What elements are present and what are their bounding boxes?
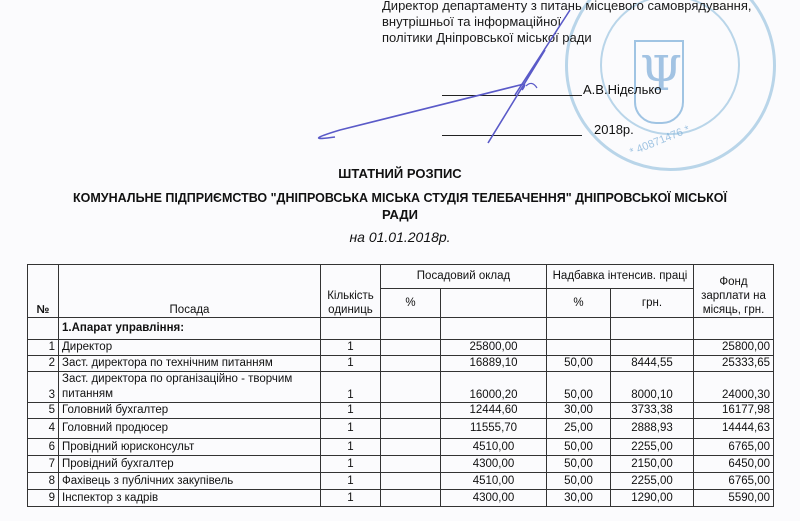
row-bonus-pct: 30,00 [547,490,611,507]
row-bonus-uah: 2255,00 [611,439,694,456]
stamp-code: * 40871476 * [628,123,692,159]
row-count: 1 [321,439,381,456]
header-bonus-uah: грн. [611,289,694,318]
table-row [28,356,774,372]
signature-line [442,95,582,96]
row-fund: 6765,00 [694,439,774,456]
table-row [28,403,774,419]
header-bonus-pct: % [547,289,611,318]
row-salary: 4510,00 [441,439,547,456]
row-salary: 12444,60 [441,403,547,419]
header-bonus-group: Надбавка інтенсив. праці [547,265,694,289]
row-salary-pct [381,490,441,507]
approval-line-1: Директор департаменту з питань місцевого самоврядування, [382,0,752,13]
table-row [28,490,774,507]
row-salary: 4510,00 [441,473,547,490]
row-salary: 4300,00 [441,490,547,507]
row-salary: 4300,00 [441,456,547,473]
header-position: Посада [59,265,321,318]
row-number: 7 [28,456,59,473]
row-count: 1 [321,456,381,473]
date-line [442,135,582,136]
row-salary: 16000,20 [441,372,547,403]
table-row [28,439,774,456]
row-bonus-uah: 2150,00 [611,456,694,473]
header-fund-line-3: місяць, грн. [702,304,765,316]
header-fund-line-1: Фонд [719,276,748,288]
row-salary: 25800,00 [441,340,547,356]
row-salary-pct [381,340,441,356]
row-fund: 24000,30 [694,372,774,403]
row-fund: 25333,65 [694,356,774,372]
row-number: 2 [28,356,59,372]
approval-line-2: внутрішньої та інформаційної [382,14,562,29]
row-number: 3 [28,372,59,403]
row-number: 6 [28,439,59,456]
coat-of-arms-icon: Ψ [634,40,684,124]
header-count [321,265,381,318]
row-salary-pct [381,372,441,403]
signatory-name: А.В.Нідєлько [583,82,662,97]
row-bonus-uah: 3733,38 [611,403,694,419]
row-count: 1 [321,419,381,439]
row-position-line-1: Заст. директора по організаційно - творчим [62,373,293,385]
approval-line-3: політики Дніпровської міської ради [382,30,592,45]
table-row [28,340,774,356]
row-number: 1 [28,340,59,356]
empty-cell [694,318,774,340]
row-bonus-pct: 50,00 [547,372,611,403]
row-position: Заст. директора по технічним питанням [59,356,321,372]
row-bonus-pct: 30,00 [547,403,611,419]
row-fund: 16177,98 [694,403,774,419]
row-bonus-pct: 50,00 [547,439,611,456]
header-number: № [28,265,59,318]
row-bonus-uah: 8444,55 [611,356,694,372]
row-position: Головний продюсер [59,419,321,439]
section-no [28,318,59,340]
row-bonus-uah: 2888,93 [611,419,694,439]
empty-cell [611,318,694,340]
row-fund: 14444,63 [694,419,774,439]
row-position: Фахівець з публічних закупівель [59,473,321,490]
header-salary-amount [441,289,547,318]
header-fund-line-2: зарплати на [701,290,766,302]
row-count: 1 [321,356,381,372]
header-salary-pct: % [381,289,441,318]
row-count: 1 [321,340,381,356]
empty-cell [547,318,611,340]
row-salary-pct [381,439,441,456]
row-position-line-2: питанням [62,388,114,400]
approval-year: 2018р. [594,122,634,137]
row-fund: 6765,00 [694,473,774,490]
empty-cell [441,318,547,340]
row-count: 1 [321,473,381,490]
document-date: на 01.01.2018р. [349,229,451,245]
row-bonus-pct [547,340,611,356]
row-bonus-uah: 8000,10 [611,372,694,403]
row-bonus-pct: 50,00 [547,456,611,473]
row-fund: 6450,00 [694,456,774,473]
row-salary-pct [381,419,441,439]
row-salary: 16889,10 [441,356,547,372]
row-number: 9 [28,490,59,507]
staffing-table [27,264,774,507]
row-number: 5 [28,403,59,419]
empty-cell [381,318,441,340]
row-count: 1 [321,490,381,507]
header-count-line-2: одиниць [328,304,373,316]
document-title: ШТАТНИЙ РОЗПИС [338,166,462,181]
row-bonus-uah: 1290,00 [611,490,694,507]
row-fund: 25800,00 [694,340,774,356]
row-number: 4 [28,419,59,439]
table-row [28,473,774,490]
row-salary: 11555,70 [441,419,547,439]
table-row [28,456,774,473]
header-fund [694,265,774,318]
empty-cell [321,318,381,340]
row-salary-pct [381,403,441,419]
row-number: 8 [28,473,59,490]
header-salary-group: Посадовий оклад [381,265,547,289]
row-bonus-pct: 25,00 [547,419,611,439]
row-salary-pct [381,456,441,473]
row-count: 1 [321,403,381,419]
organization-name-line-1: КОМУНАЛЬНЕ ПІДПРИЄМСТВО "ДНІПРОВСЬКА МІСЬКА СТУДІЯ ТЕЛЕБАЧЕННЯ" ДНІПРОВСЬКОЇ МІСЬКОЇ [73,191,727,205]
row-bonus-pct: 50,00 [547,356,611,372]
row-position [59,372,321,403]
row-count: 1 [321,372,381,403]
row-position: Провідний юрисконсульт [59,439,321,456]
row-salary-pct [381,356,441,372]
row-fund: 5590,00 [694,490,774,507]
section-title: 1.Апарат управління: [59,318,321,340]
header-count-line-1: Кількість [327,290,374,302]
row-salary-pct [381,473,441,490]
row-bonus-uah [611,340,694,356]
section-row [28,318,774,340]
row-bonus-uah: 2255,00 [611,473,694,490]
table-row [28,372,774,403]
row-bonus-pct: 50,00 [547,473,611,490]
table-row [28,419,774,439]
row-position: Головний бухгалтер [59,403,321,419]
organization-name-line-2: РАДИ [381,207,418,222]
row-position: Інспектор з кадрів [59,490,321,507]
row-position: Директор [59,340,321,356]
row-position: Провідний бухгалтер [59,456,321,473]
